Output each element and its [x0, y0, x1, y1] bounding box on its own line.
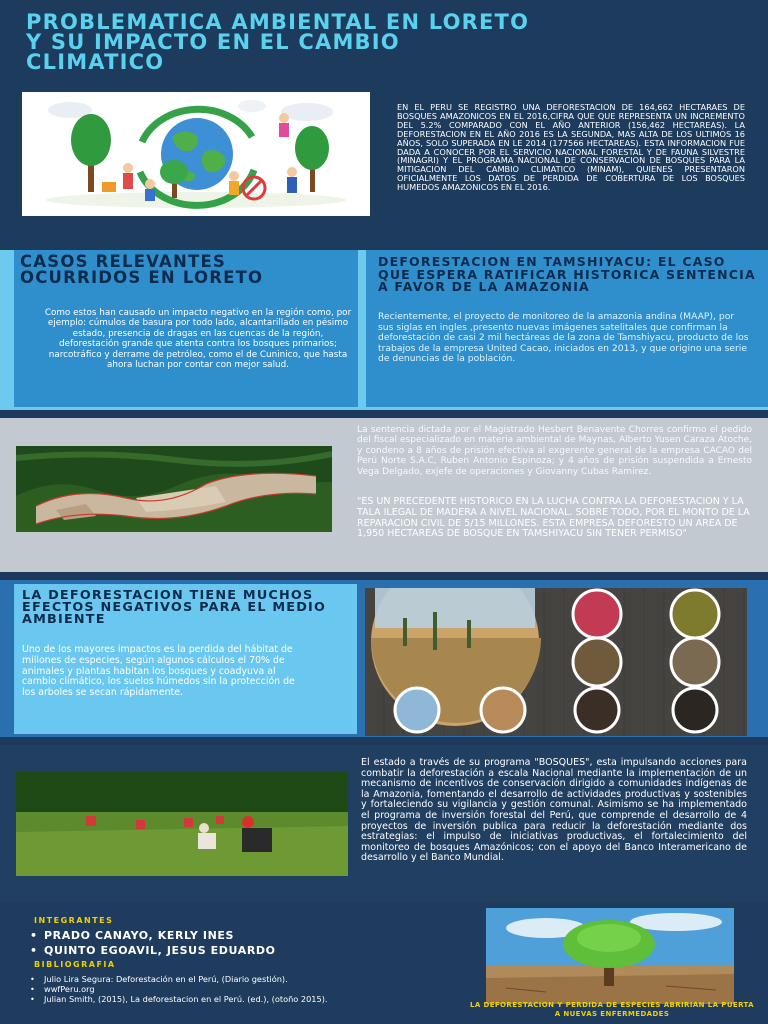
earth-illustration-art [22, 92, 370, 216]
cases-title: CASOS RELEVANTES OCURRIDOS EN LORETO [20, 252, 264, 287]
sentencia-quote: "ES UN PRECEDENTE HISTORICO EN LA LUCHA CONTRA LA DEFORESTACION Y LA TALA ILEGAL DE MADERA A NIVEL NACIONAL. SOBRE TODO, POR EL MONTO DE LA REPARACION CIVIL DE 5/15 MILLONES. ESTA EMPRESA DEFORESTO UN AREA DE 1,950 HECTAREAS DE BOSQUE EN TAMSHIYACU SIN TENER PERMISO" [357, 496, 750, 540]
cases-paragraph: Como estos han causado un impacto negativo en la región como, por ejemplo: cúmulos de basura por todo lado, alcantarillado en pésimo estado, presencia de dragas en las cuencas de la región, deforestación grande que atenta contra los bosques primarios; narcotráfico y derrame de petróleo, como el de Cuninico, que hasta ahora luchan por contar con mejor salud. [44, 308, 352, 371]
aerial-photo-art [16, 446, 332, 532]
bibliography-label: BIBLIOGRAFIA [34, 960, 116, 969]
member-item: • QUINTO EGOAVIL, JESUS EDUARDO [30, 944, 276, 958]
members-label: INTEGRANTES [34, 916, 114, 925]
bibliography-item: • wwfPeru.org [30, 983, 95, 994]
sentencia-paragraph: La sentencia dictada por el Magistrado Hesbert Benavente Chorres confirmo el pedido del fiscal especializado en materia ambiental de Maynas, Alberto Yusen Caraza Atoche, y condeno a 8 años de prisión efectiva al exgerente general de la empresa CACAO del Perú Norte S.A.C, Ruben Antonio Espinoza; y 4 años de prisión suspendida a Ernesto Vega Delgado, exjefe de operaciones y Giovanny Cubas Ramirez. [357, 425, 752, 477]
bibliography-text: wwfPeru.org [44, 983, 95, 994]
bibliography-text: Julio Lira Segura: Deforestación en el Perú, (Diario gestión). [44, 974, 288, 984]
collage-art [365, 588, 747, 736]
intro-paragraph: EN EL PERU SE REGISTRO UNA DEFORESTACION DE 164,662 HECTARAES DE BOSQUES AMAZONICOS EN EL 2016,CIFRA QUE QUE REPRESENTA UN INCREMENTO DEL 5.2% COMPARADO CON EL AÑO ANTERIOR (156,462 HECTAREAS). LA DEFORESTACION EN EL AÑO 2016 ES LA SEGUNDA, MAS ALTA DE LOS ULTIMOS 16 AÑOS, SOLO SUPERADA EN LE 2014 (177566 HECTAREAS). ESTA INFORMACION FUE DADA A CONOCER POR EL SERVICIO NACIONAL FORESTAL Y DE FAUNA SILVESTRE (MINAGRI) Y EL PROGRAMA NACIONAL DE CONSERVACION DE BOSQUES PARA LA MITIGACION DEL CAMBIO CLIMATICO (MINAM), QUIENES PRESENTARON OFICIALMENTE LOS DATOS DE PERDIDA DE COBERTURA DE LOS BOSQUES HUMEDOS AMAZONICOS EN EL 2016. [397, 102, 745, 193]
reforestation-photo-art [16, 772, 348, 876]
effects-paragraph: Uno de los mayores impactos es la perdida del hábitat de millones de especies, según algunos cálculos el 70% de animales y plantas habitan los bosques y coadyuva al cambio climático, los suelos húmedos sin la protección de los arboles se secan rápidamente. [22, 644, 295, 699]
wildlife-photo-collage [365, 588, 747, 736]
program-paragraph: El estado a través de su programa "BOSQUES", esta impulsando acciones para combatir la deforestación a escala Nacional mediante la implementación de un mecanismo de incentivos de conservación dirigido a comunidades indígenas de la Amazonia, fomentando el desarrollo de actividades productivas y sostenibles y fortaleciendo su vigilancia y gestión comunal. Asimismo se ha implementado el programa de inversión forestal del Perú, que comprende el desarrollo de 4 proyectos de inversión publica para reducir la deforestación mediante dos estrategias: el impulso de iniciativas productivas, el fortalecimiento del monitoreo de bosques Amazónicos; con el apoyo del Banco Interamericano de desarrollo y el Banco Mundial. [361, 757, 747, 864]
member-item: • PRADO CANAYO, KERLY INES [30, 929, 235, 942]
bibliography-list [30, 975, 328, 1004]
tree-photo-art [486, 908, 734, 1004]
bibliography-item: • Julian Smith, (2015), La deforestacion en el Perú. (ed.), (otoño 2015). [30, 993, 328, 1004]
members-list [30, 928, 276, 959]
member-name: QUINTO EGOAVIL, JESUS EDUARDO [44, 944, 276, 958]
poster-title: PROBLEMATICA AMBIENTAL EN LORETO Y SU IMPACTO EN EL CAMBIO CLIMATICO [26, 10, 530, 74]
tree-desert-photo [486, 908, 734, 1004]
tree-caption: LA DEFORESTACION Y PERDIDA DE ESPECIES ABRIRIAN LA PUERTA A NUEVAS ENFERMEDADES [469, 1001, 755, 1018]
tamshiyacu-paragraph: Recientemente, el proyecto de monitoreo de la amazonia andina (MAAP), por sus siglas en ingles ,presento nuevas imágenes satelitales que confirman la deforestación de casi 2 mil hectáreas de la zona de Tamshiyacu, producto de los trabajos de la empresa United Cacao, iniciados en 2013, y que origino una serie de denuncias de la población. [378, 311, 749, 365]
member-name: PRADO CANAYO, KERLY INES [44, 929, 235, 942]
bibliography-item: • Julio Lira Segura: Deforestación en el Perú, (Diario gestión). [30, 974, 288, 984]
bibliography-text: Julian Smith, (2015), La deforestacion en el Perú. (ed.), (otoño 2015). [44, 993, 328, 1004]
earth-illustration [22, 92, 370, 216]
effects-title: LA DEFORESTACION TIENE MUCHOS EFECTOS NEGATIVOS PARA EL MEDIO AMBIENTE [22, 588, 327, 628]
tamshiyacu-title: DEFORESTACION EN TAMSHIYACU: EL CASO QUE ESPERA RATIFICAR HISTORICA SENTENCIA A FAVOR DE LA AMAZONIA [378, 254, 756, 295]
reforestation-photo [16, 772, 348, 876]
aerial-deforestation-photo [16, 446, 332, 532]
